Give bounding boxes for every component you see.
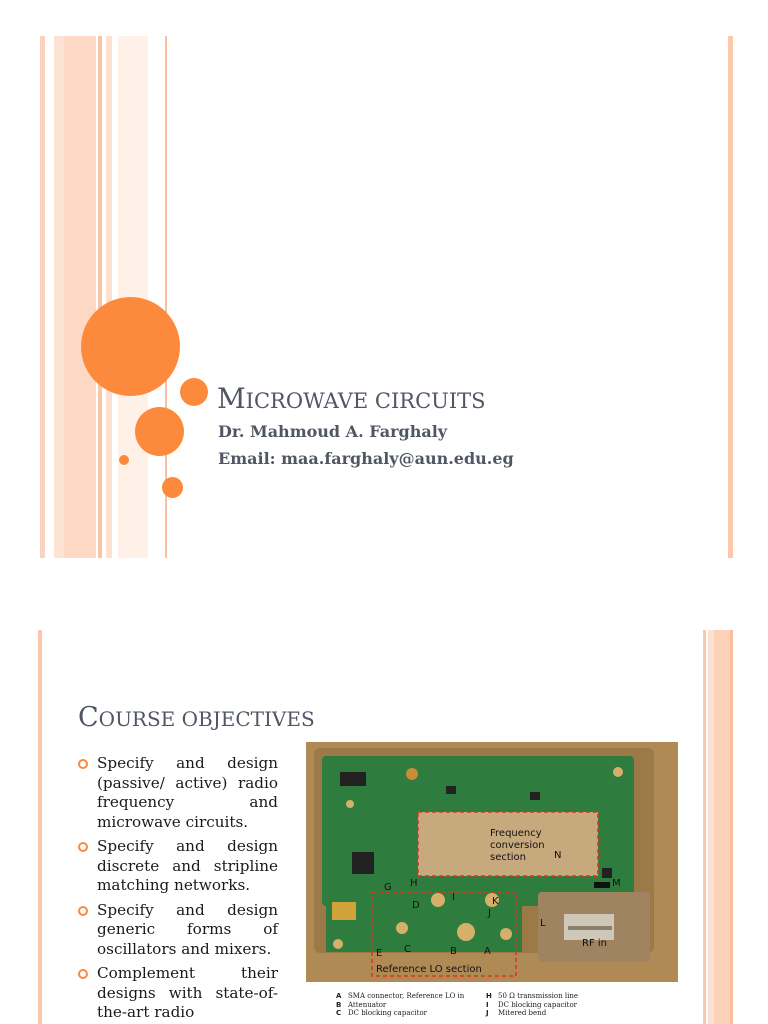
label-j: J: [488, 908, 491, 919]
objectives-list: [78, 754, 278, 1024]
author-name: Dr. Mahmoud A. Farghaly: [218, 422, 448, 441]
label-reference-lo: Reference LO section: [376, 964, 482, 975]
title-slide: [0, 36, 768, 558]
label-i: I: [452, 892, 455, 903]
pcb-photo: [306, 742, 678, 982]
bullet-icon: [78, 969, 88, 979]
label-k: K: [492, 896, 499, 907]
decor-stripe: [714, 630, 730, 1024]
decor-circle-small: [119, 455, 129, 465]
list-item: Specify and design (passive/ active) radio frequency and microwave circuits.: [78, 754, 278, 832]
decor-stripe: [730, 630, 733, 1024]
label-m: M: [612, 878, 621, 889]
list-item: Complement their designs with state-of-the-art radio: [78, 964, 278, 1023]
decor-circle: [162, 477, 183, 498]
decor-stripe: [38, 630, 42, 1024]
list-item: Specify and design generic forms of oscillators and mixers.: [78, 901, 278, 960]
decor-stripe: [40, 36, 45, 558]
author-email: Email: maa.farghaly@aun.edu.eg: [218, 449, 514, 468]
label-h: H: [410, 878, 418, 889]
label-d: D: [412, 900, 420, 911]
label-a: A: [484, 946, 491, 957]
decor-circle-large: [81, 297, 180, 396]
decor-circle: [135, 407, 184, 456]
decor-stripe: [703, 630, 706, 1024]
label-e: E: [376, 948, 383, 959]
decor-stripe: [98, 36, 102, 558]
label-n: N: [554, 850, 562, 861]
slide-title: MICROWAVE CIRCUITS: [217, 382, 486, 415]
decor-stripe: [64, 36, 96, 558]
label-g: G: [384, 882, 392, 893]
legend-right: H 50 Ω transmission line I DC blocking capacitor J Mitered bend: [486, 992, 578, 1017]
label-l: L: [540, 918, 546, 929]
label-b: B: [450, 946, 457, 957]
decor-stripe: [106, 36, 112, 558]
decor-circle: [180, 378, 208, 406]
objectives-slide: [0, 630, 768, 1024]
slide-title: COURSE OBJECTIVES: [78, 702, 315, 733]
decor-stripe: [54, 36, 64, 558]
list-item: Specify and design discrete and stripline matching networks.: [78, 837, 278, 896]
label-c: C: [404, 944, 411, 955]
bullet-icon: [78, 906, 88, 916]
bullet-icon: [78, 842, 88, 852]
bullet-icon: [78, 759, 88, 769]
label-rf-in: RF in: [582, 938, 607, 949]
legend-left: A SMA connector, Reference LO in B Attenuator C DC blocking capacitor: [336, 992, 465, 1017]
decor-stripe: [728, 36, 733, 558]
label-frequency-section: Frequency conversion section: [490, 828, 545, 863]
